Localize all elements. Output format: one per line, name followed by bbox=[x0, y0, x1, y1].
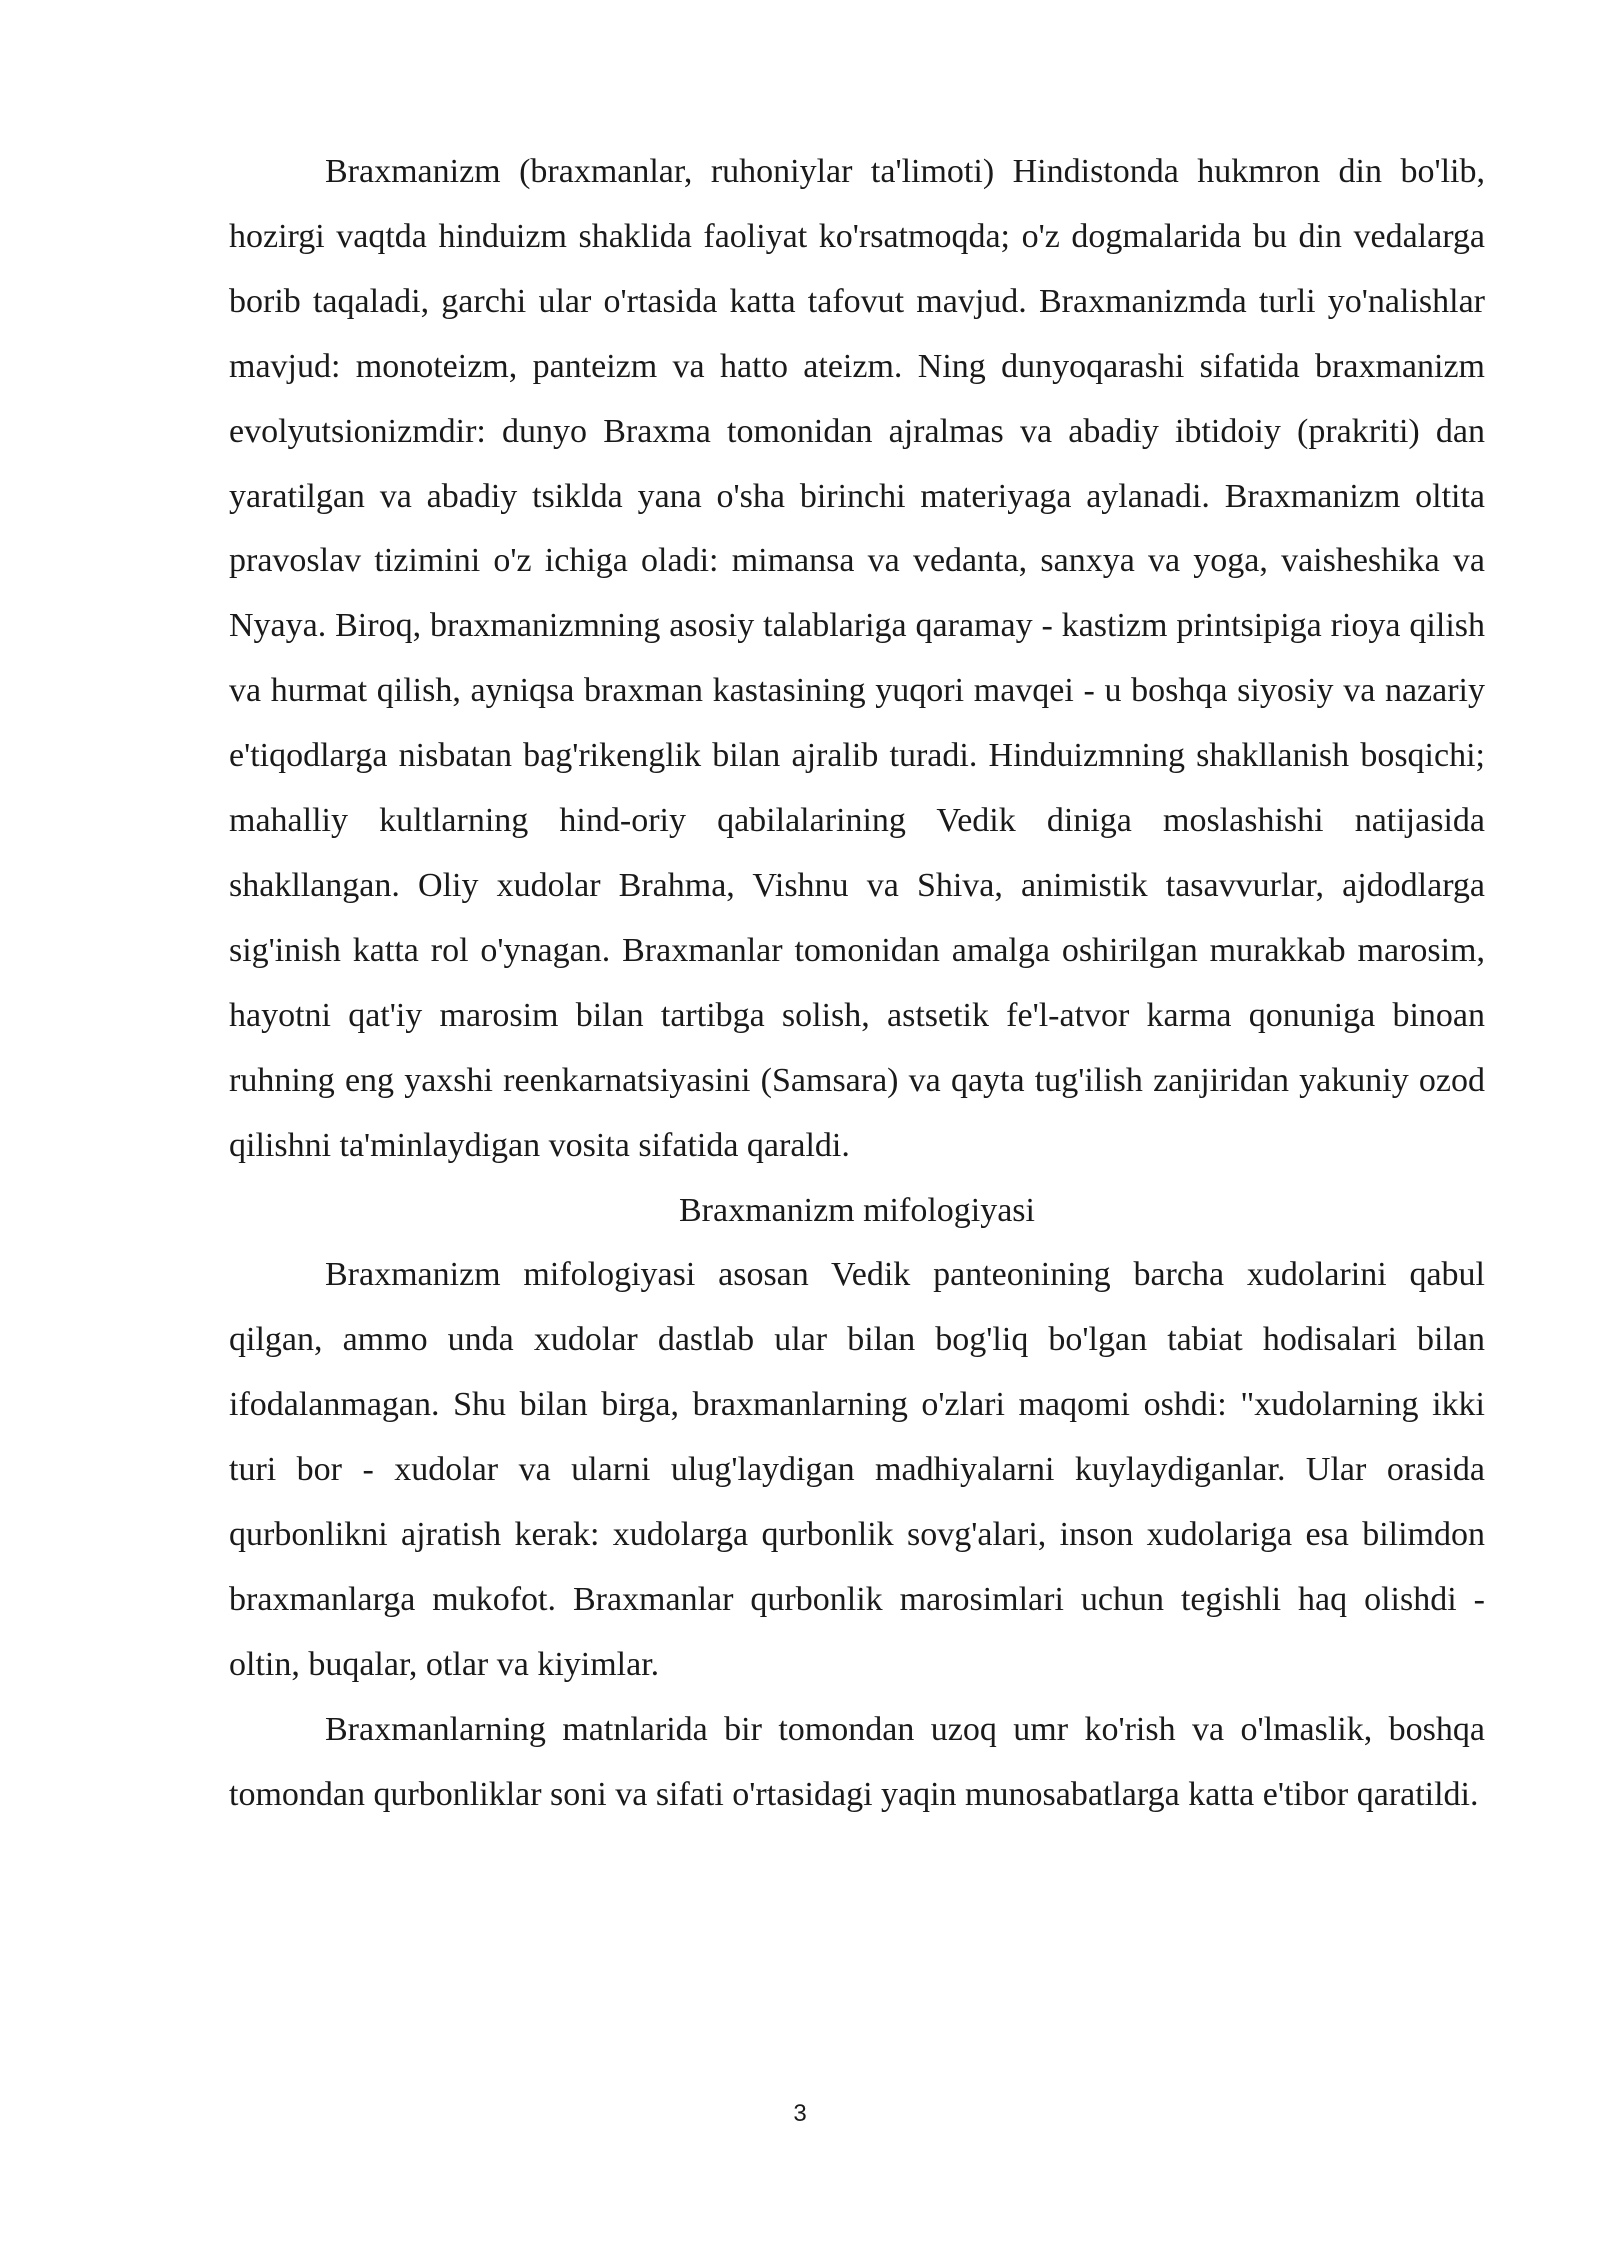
document-body bbox=[229, 140, 1485, 1828]
page-number: 3 bbox=[793, 2100, 807, 2127]
section-heading: Braxmanizm mifologiyasi bbox=[679, 1191, 1035, 1229]
body-paragraph-3: Braxmanlarning matnlarida bir tomondan uzoq umr ko'rish va o'lmaslik, boshqa tomondan qurbonliklar soni va sifati o'rtasidagi yaqin munosabatlarga katta e'tibor qaratildi. bbox=[229, 1710, 1485, 1813]
body-paragraph-2: Braxmanizm mifologiyasi asosan Vedik panteonining barcha xudolarini qabul qilgan, ammo unda xudolar dastlab ular bilan bog'liq bo'lgan tabiat hodisalari bilan ifodalanmagan. Shu bilan birga, braxmanlarning o'zlari maqomi oshdi: "xudolarning ikki turi bor - xudolar va ularni ulug'laydigan madhiyalarni kuylaydiganlar. Ular orasida qurbonlikni ajratish kerak: xudolarga qurbonlik sovg'alari, inson xudolariga esa bilimdon braxmanlarga mukofot. Braxmanlar qurbonlik marosimlari uchun tegishli haq olishdi - oltin, buqalar, otlar va kiyimlar. bbox=[229, 1256, 1485, 1683]
body-paragraph-1: Braxmanizm (braxmanlar, ruhoniylar ta'limoti) Hindistonda hukmron din bo'lib, hozirgi vaqtda hinduizm shaklida faoliyat ko'rsatmoqda; o'z dogmalarida bu din vedalarga borib taqaladi, garchi ular o'rtasida katta tafovut mavjud. Braxmanizmda turli yo'nalishlar mavjud: monoteizm, panteizm va hatto ateizm. Ning dunyoqarashi sifatida braxmanizm evolyutsionizmdir: dunyo Braxma tomonidan ajralmas va abadiy ibtidoiy (prakriti) dan yaratilgan va abadiy tsiklda yana o'sha birinchi materiyaga aylanadi. Braxmanizm oltita pravoslav tizimini o'z ichiga oladi: mimansa va vedanta, sanxya va yoga, vaisheshika va Nyaya. Biroq, braxmanizmning asosiy talablariga qaramay - kastizm printsipiga rioya qilish va hurmat qilish, ayniqsa braxman kastasining yuqori mavqei - u boshqa siyosiy va nazariy e'tiqodlarga nisbatan bag'rikenglik bilan ajralib turadi. Hinduizmning shakllanish bosqichi; mahalliy kultlarning hind-oriy qabilalarining Vedik diniga moslashishi natijasida shakllangan. Oliy xudolar Brahma, Vishnu va Shiva, animistik tasavvurlar, ajdodlarga sig'inish katta rol o'ynagan. Braxmanlar tomonidan amalga oshirilgan murakkab marosim, hayotni qat'iy marosim bilan tartibga solish, astsetik fe'l-atvor karma qonuniga binoan ruhning eng yaxshi reenkarnatsiyasini (Samsara) va qayta tug'ilish zanjiridan yakuniy ozod qilishni ta'minlaydigan vosita sifatida qaraldi. bbox=[229, 153, 1485, 1164]
